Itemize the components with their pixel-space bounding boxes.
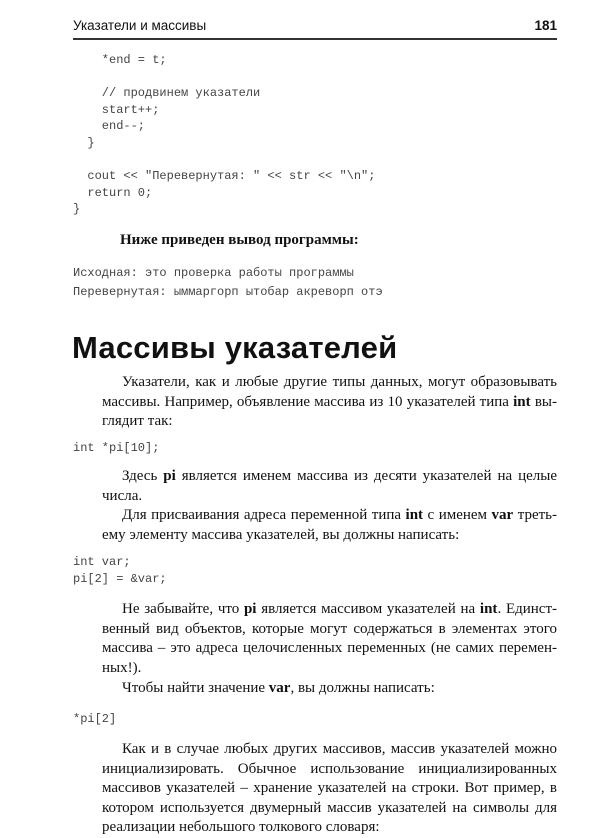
code-dereference: *pi[2]: [73, 712, 117, 726]
line: Для присваивания адреса переменной типа int с именем var треть-: [122, 507, 557, 523]
line: Как и в случае любых других массивов, массив указателей можно: [122, 741, 557, 757]
line: венный вид объектов, которые могут содержаться в элементах этого: [102, 620, 557, 637]
code-listing: *end = t; // продвинем указатели start++; end--; } cout << "Перевернутая: " << str << "\n"; return 0; }: [73, 53, 376, 217]
line: Здесь pi является именем массива из десяти указателей на целые: [122, 468, 557, 484]
paragraph-4: [102, 600, 557, 678]
line: числа.: [102, 487, 143, 504]
code-declaration: int *pi[10];: [73, 441, 160, 455]
line: реализации небольшого толкового словаря:: [102, 819, 380, 835]
line: массивов указателей – хранение указателей на строки. Вот пример, в: [102, 780, 557, 796]
paragraph-2: [102, 467, 557, 506]
line: Указатели, как и любые другие типы данных, могут образовывать: [122, 374, 557, 390]
output-intro: Ниже приведен вывод программы:: [120, 232, 359, 248]
line: массива – это адреса целочисленных переменных (не самих перемен-: [102, 640, 557, 656]
section-heading: Массивы указателей: [72, 330, 398, 365]
line: ных!).: [102, 659, 142, 676]
line: Чтобы найти значение var, вы должны написать:: [122, 680, 435, 696]
paragraph-6: [102, 740, 557, 838]
code-assignment: int var; pi[2] = &var;: [73, 555, 167, 586]
line: котором используется двумерный массив указателей на символы для: [102, 799, 557, 816]
program-output: Исходная: это проверка работы программы Перевернутая: ыммаргорп ытобар акреворп отэ: [73, 266, 383, 299]
line: массивы. Например, объявление массива из 10 указателей типа int вы-: [102, 393, 557, 410]
line: ему элементу массива указателей, вы должны написать:: [102, 526, 460, 543]
line: глядит так:: [102, 413, 173, 429]
paragraph-3: [102, 506, 557, 545]
page-number: 181: [534, 18, 557, 33]
running-header: [73, 16, 557, 40]
line: инициализировать. Обычное использование инициализированных: [102, 760, 557, 777]
chapter-title: Указатели и массивы: [73, 18, 207, 33]
paragraph-1: [102, 373, 557, 432]
paragraph-5: [102, 679, 557, 699]
line: Не забывайте, что pi является массивом указателей на int. Единст-: [122, 601, 557, 617]
